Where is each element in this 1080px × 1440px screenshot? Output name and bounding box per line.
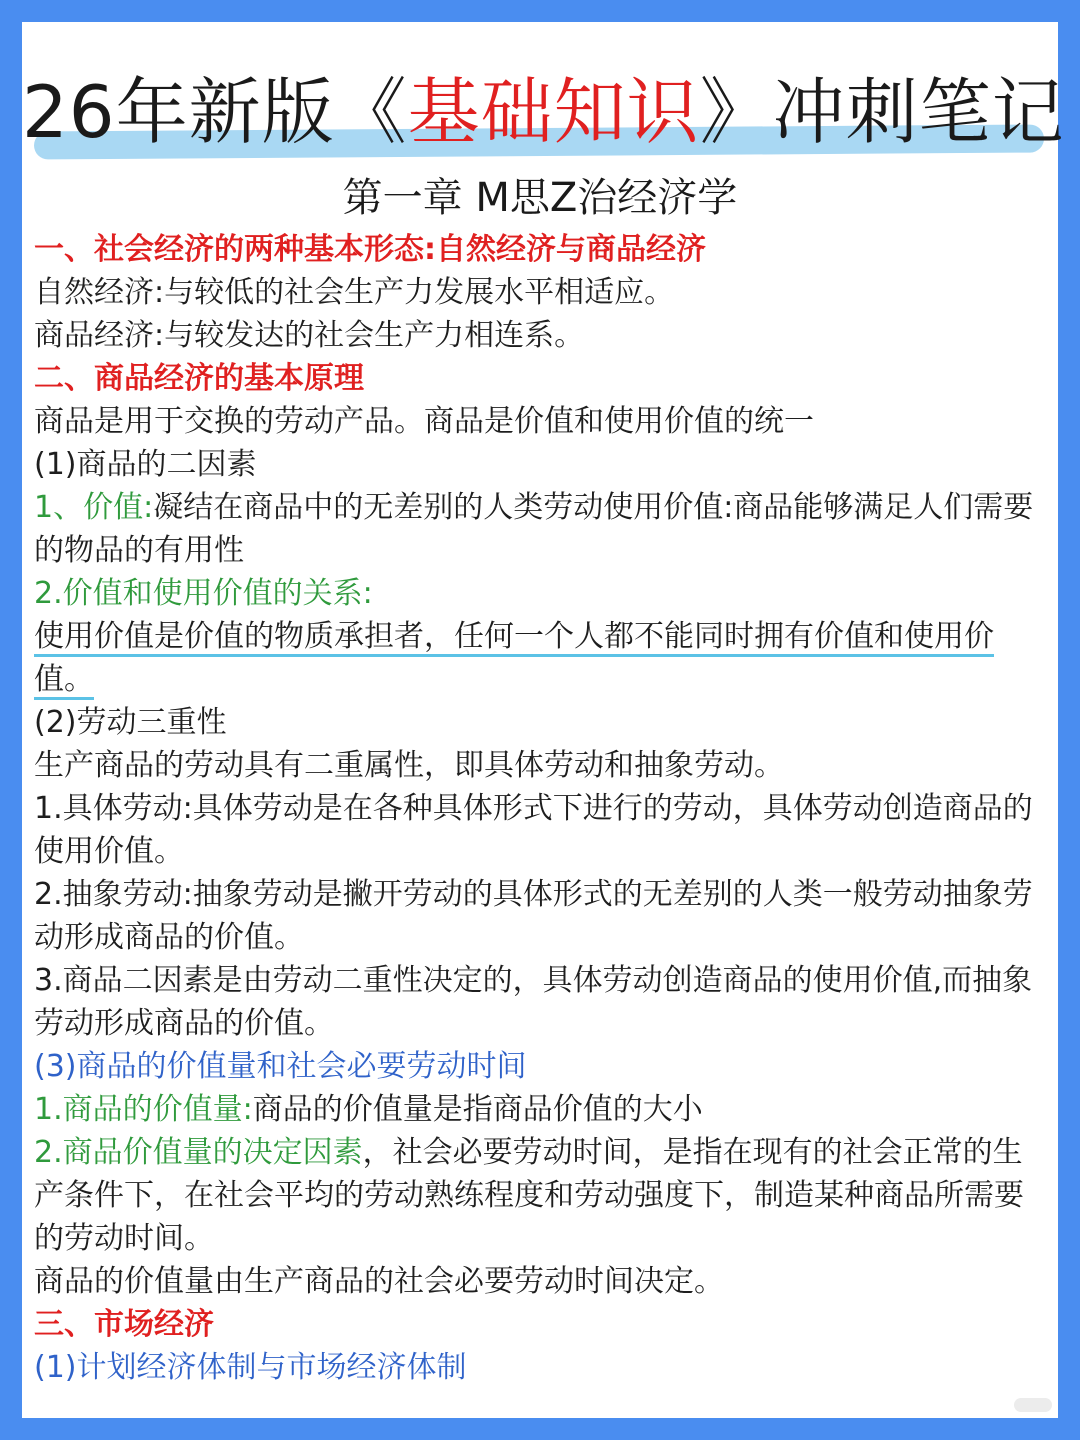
section-heading-1: 一、社会经济的两种基本形态:自然经济与商品经济: [34, 232, 706, 267]
blue-subheading: (3)商品的价值量和社会必要劳动时间: [34, 1049, 527, 1084]
text-span: 凝结在商品中的无差别的人类劳动使用价值:商品能够满足人们需要的物品的有用性: [34, 490, 1034, 568]
green-label: 1.商品的价值量:: [34, 1092, 253, 1127]
title-suffix: 》冲刺笔记: [699, 70, 1065, 154]
green-label: 2.商品价值量的决定因素: [34, 1135, 363, 1170]
text-span: 商品的价值量是指商品价值的大小: [252, 1092, 703, 1127]
text-line: 2.抽象劳动:抽象劳动是撇开劳动的具体形式的无差别的人类一般劳动抽象劳动形成商品的价值。: [34, 877, 1033, 955]
text-line: [34, 1131, 1044, 1260]
notes-body: [34, 228, 1044, 1389]
text-line: 生产商品的劳动具有二重属性，即具体劳动和抽象劳动。: [34, 748, 784, 783]
text-line: [34, 1088, 1044, 1131]
green-label: 1、价值:: [34, 490, 154, 525]
watermark-mark: [1014, 1398, 1052, 1412]
text-line: [34, 486, 1044, 572]
text-line: [34, 615, 1044, 701]
text-line: (1)商品的二因素: [34, 447, 257, 482]
text-span: ，社会必要劳动时间，是指在现有的社会正常的生产条件下，在社会平均的劳动熟练程度和劳动强度下，制造某种商品所需要的劳动时间。: [34, 1135, 1024, 1256]
text-line: 商品是用于交换的劳动产品。商品是价值和使用价值的统一: [34, 404, 814, 439]
section-heading-2: 二、商品经济的基本原理: [34, 361, 364, 396]
title-block: [22, 62, 1065, 172]
blue-subheading: (1)计划经济体制与市场经济体制: [34, 1350, 467, 1385]
text-line: 自然经济:与较低的社会生产力发展水平相适应。: [34, 275, 675, 310]
green-subheading: 2.价值和使用价值的关系:: [34, 576, 373, 611]
chapter-heading: 第一章 M思Z治经济学: [342, 175, 738, 221]
text-line: 商品经济:与较发达的社会生产力相连系。: [34, 318, 585, 353]
title-highlight-text: 基础知识: [407, 70, 700, 154]
text-line: 商品的价值量由生产商品的社会必要劳动时间决定。: [34, 1264, 724, 1299]
underlined-text: 使用价值是价值的物质承担者，任何一个人都不能同时拥有价值和使用价值。: [34, 619, 994, 697]
section-heading-3: 三、市场经济: [34, 1307, 214, 1342]
text-line: 1.具体劳动:具体劳动是在各种具体形式下进行的劳动，具体劳动创造商品的使用价值。: [34, 791, 1033, 869]
text-line: (2)劳动三重性: [34, 705, 227, 740]
page-title: [22, 62, 1065, 162]
text-line: 3.商品二因素是由劳动二重性决定的，具体劳动创造商品的使用价值,而抽象劳动形成商品的价值。: [34, 963, 1033, 1041]
note-card: [22, 22, 1065, 1418]
title-prefix: 26年新版《: [22, 70, 408, 154]
